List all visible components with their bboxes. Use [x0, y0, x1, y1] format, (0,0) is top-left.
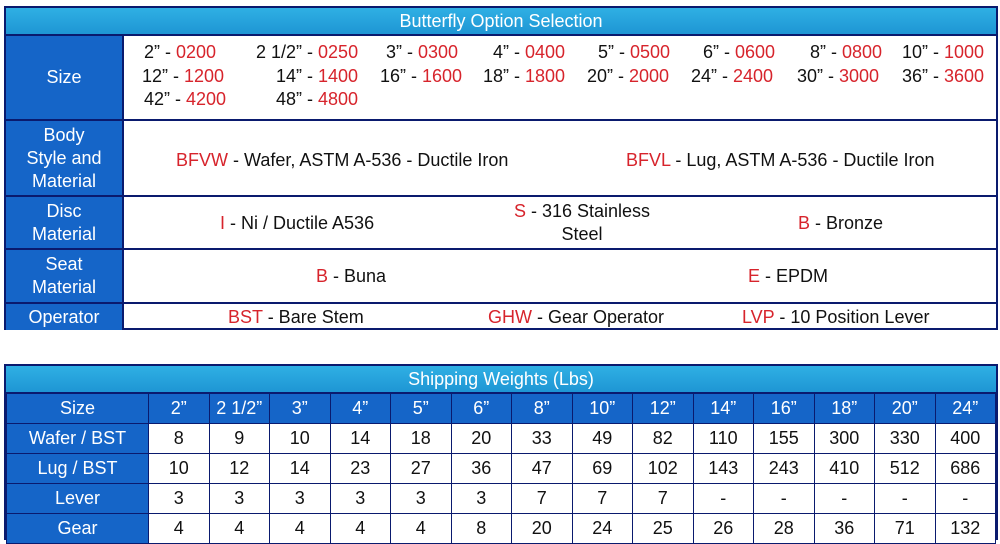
weights-value-cell: 110: [693, 424, 754, 454]
size-option: 16” - 1600: [380, 66, 463, 86]
weights-value-cell: 18: [391, 424, 452, 454]
option-selection-table: [4, 6, 998, 330]
weights-value-cell: 243: [754, 454, 815, 484]
weights-value-cell: 3: [149, 484, 210, 514]
weights-value-cell: 400: [935, 424, 996, 454]
size-option: 18” - 1800: [483, 66, 566, 86]
weights-size-header: 2”: [149, 394, 210, 424]
weights-row: [7, 514, 996, 544]
size-option: 2 1/2” - 0250: [256, 42, 359, 62]
weights-row-label: Gear: [7, 514, 149, 544]
weights-value-cell: 3: [330, 484, 391, 514]
seat-options: [124, 250, 996, 302]
weights-size-header: 10”: [572, 394, 633, 424]
weights-size-header: 6”: [451, 394, 512, 424]
weights-value-cell: 47: [512, 454, 573, 484]
weights-value-cell: 4: [330, 514, 391, 544]
size-option: 30” - 3000: [797, 66, 880, 86]
weights-size-header: 3”: [270, 394, 331, 424]
weights-value-cell: 3: [391, 484, 452, 514]
weights-value-cell: 10: [149, 454, 210, 484]
weights-value-cell: 14: [270, 454, 331, 484]
weights-value-cell: 71: [875, 514, 936, 544]
weights-size-header: 2 1/2”: [209, 394, 270, 424]
weights-row-label: Lug / BST: [7, 454, 149, 484]
size-option: 42” - 4200: [144, 89, 227, 109]
weights-value-cell: 143: [693, 454, 754, 484]
weights-header-label: Size: [7, 394, 149, 424]
weights-size-header: 14”: [693, 394, 754, 424]
seat-label-line: Material: [31, 277, 97, 297]
weights-value-cell: 25: [633, 514, 694, 544]
disc-option-bronze: B - Bronze: [798, 213, 884, 233]
weights-value-cell: 132: [935, 514, 996, 544]
weights-value-cell: 330: [875, 424, 936, 454]
shipping-weights-table: [4, 364, 998, 540]
weights-grid: [6, 393, 996, 544]
disc-option-stainless: S - 316 Stainless Steel: [513, 201, 651, 244]
weights-value-cell: 12: [209, 454, 270, 484]
weights-value-cell: 36: [814, 514, 875, 544]
weights-row: [7, 484, 996, 514]
weights-row: [7, 454, 996, 484]
weights-value-cell: 23: [330, 454, 391, 484]
body-row: [6, 121, 996, 197]
weights-value-cell: -: [693, 484, 754, 514]
size-option: 6” - 0600: [703, 42, 776, 62]
operator-row: [6, 304, 996, 330]
weights-value-cell: -: [754, 484, 815, 514]
option-selection-title: Butterfly Option Selection: [6, 8, 996, 36]
size-option: 4” - 0400: [493, 42, 566, 62]
weights-value-cell: 49: [572, 424, 633, 454]
weights-row-label: Lever: [7, 484, 149, 514]
seat-label-line: Seat: [45, 254, 83, 274]
weights-value-cell: 27: [391, 454, 452, 484]
weights-value-cell: 4: [209, 514, 270, 544]
weights-value-cell: 3: [209, 484, 270, 514]
seat-label: [6, 250, 124, 302]
weights-size-header: 4”: [330, 394, 391, 424]
operator-option-bare-stem: BST - Bare Stem: [228, 307, 364, 327]
disc-options: [124, 197, 996, 248]
size-option: 36” - 3600: [902, 66, 985, 86]
size-option: 14” - 1400: [276, 66, 359, 86]
disc-row: [6, 197, 996, 250]
weights-value-cell: 512: [875, 454, 936, 484]
weights-value-cell: 9: [209, 424, 270, 454]
body-option-lug: BFVL - Lug, ASTM A-536 - Ductile Iron: [626, 150, 935, 170]
size-option: 3” - 0300: [386, 42, 459, 62]
weights-value-cell: 7: [512, 484, 573, 514]
weights-row: [7, 424, 996, 454]
weights-value-cell: 3: [451, 484, 512, 514]
disc-label-line: Material: [31, 223, 97, 244]
weights-value-cell: -: [935, 484, 996, 514]
weights-value-cell: 300: [814, 424, 875, 454]
weights-value-cell: 14: [330, 424, 391, 454]
weights-value-cell: 20: [512, 514, 573, 544]
body-options: [124, 121, 996, 195]
weights-value-cell: 33: [512, 424, 573, 454]
body-option-wafer: BFVW - Wafer, ASTM A-536 - Ductile Iron: [176, 150, 509, 170]
weights-size-header: 16”: [754, 394, 815, 424]
size-option: 24” - 2400: [691, 66, 774, 86]
size-option: 8” - 0800: [810, 42, 883, 62]
body-label: [6, 121, 124, 195]
weights-value-cell: 82: [633, 424, 694, 454]
weights-value-cell: 7: [572, 484, 633, 514]
weights-value-cell: 4: [270, 514, 331, 544]
weights-size-header: 18”: [814, 394, 875, 424]
body-label-line: Material: [31, 170, 97, 191]
size-row: [6, 36, 996, 121]
size-option: 10” - 1000: [902, 42, 985, 62]
shipping-weights-title: Shipping Weights (Lbs): [6, 366, 996, 393]
weights-value-cell: 69: [572, 454, 633, 484]
weights-value-cell: 36: [451, 454, 512, 484]
weights-value-cell: 10: [270, 424, 331, 454]
weights-size-header: 24”: [935, 394, 996, 424]
weights-value-cell: 410: [814, 454, 875, 484]
weights-value-cell: 7: [633, 484, 694, 514]
size-option: 12” - 1200: [142, 66, 225, 86]
weights-value-cell: 155: [754, 424, 815, 454]
weights-value-cell: 8: [149, 424, 210, 454]
operator-option-gear: GHW - Gear Operator: [488, 307, 665, 327]
weights-value-cell: 28: [754, 514, 815, 544]
weights-size-header: 12”: [633, 394, 694, 424]
seat-row: [6, 250, 996, 304]
body-label-line: Style and: [26, 147, 102, 168]
operator-option-lever: LVP - 10 Position Lever: [742, 307, 930, 327]
operator-label: Operator: [6, 304, 124, 330]
weights-size-header: 8”: [512, 394, 573, 424]
weights-size-header: 5”: [391, 394, 452, 424]
weights-value-cell: 686: [935, 454, 996, 484]
size-label: Size: [6, 36, 124, 119]
weights-value-cell: 4: [149, 514, 210, 544]
weights-size-header: 20”: [875, 394, 936, 424]
seat-option-buna: B - Buna: [316, 266, 387, 286]
weights-value-cell: -: [875, 484, 936, 514]
weights-value-cell: 102: [633, 454, 694, 484]
weights-value-cell: 26: [693, 514, 754, 544]
body-label-line: Body: [43, 124, 85, 145]
weights-row-label: Wafer / BST: [7, 424, 149, 454]
weights-value-cell: 3: [270, 484, 331, 514]
disc-option-ni: I - Ni / Ductile A536: [220, 213, 375, 233]
size-codes: [124, 36, 996, 119]
weights-value-cell: 8: [451, 514, 512, 544]
weights-header-row: [7, 394, 996, 424]
weights-value-cell: 4: [391, 514, 452, 544]
weights-value-cell: 24: [572, 514, 633, 544]
size-option: 2” - 0200: [144, 42, 217, 62]
disc-label: [6, 197, 124, 248]
operator-options: [124, 304, 996, 330]
weights-value-cell: -: [814, 484, 875, 514]
size-option: 48” - 4800: [276, 89, 359, 109]
weights-value-cell: 20: [451, 424, 512, 454]
disc-label-line: Disc: [46, 200, 82, 221]
size-option: 20” - 2000: [587, 66, 670, 86]
seat-option-epdm: E - EPDM: [748, 266, 829, 286]
size-option: 5” - 0500: [598, 42, 671, 62]
